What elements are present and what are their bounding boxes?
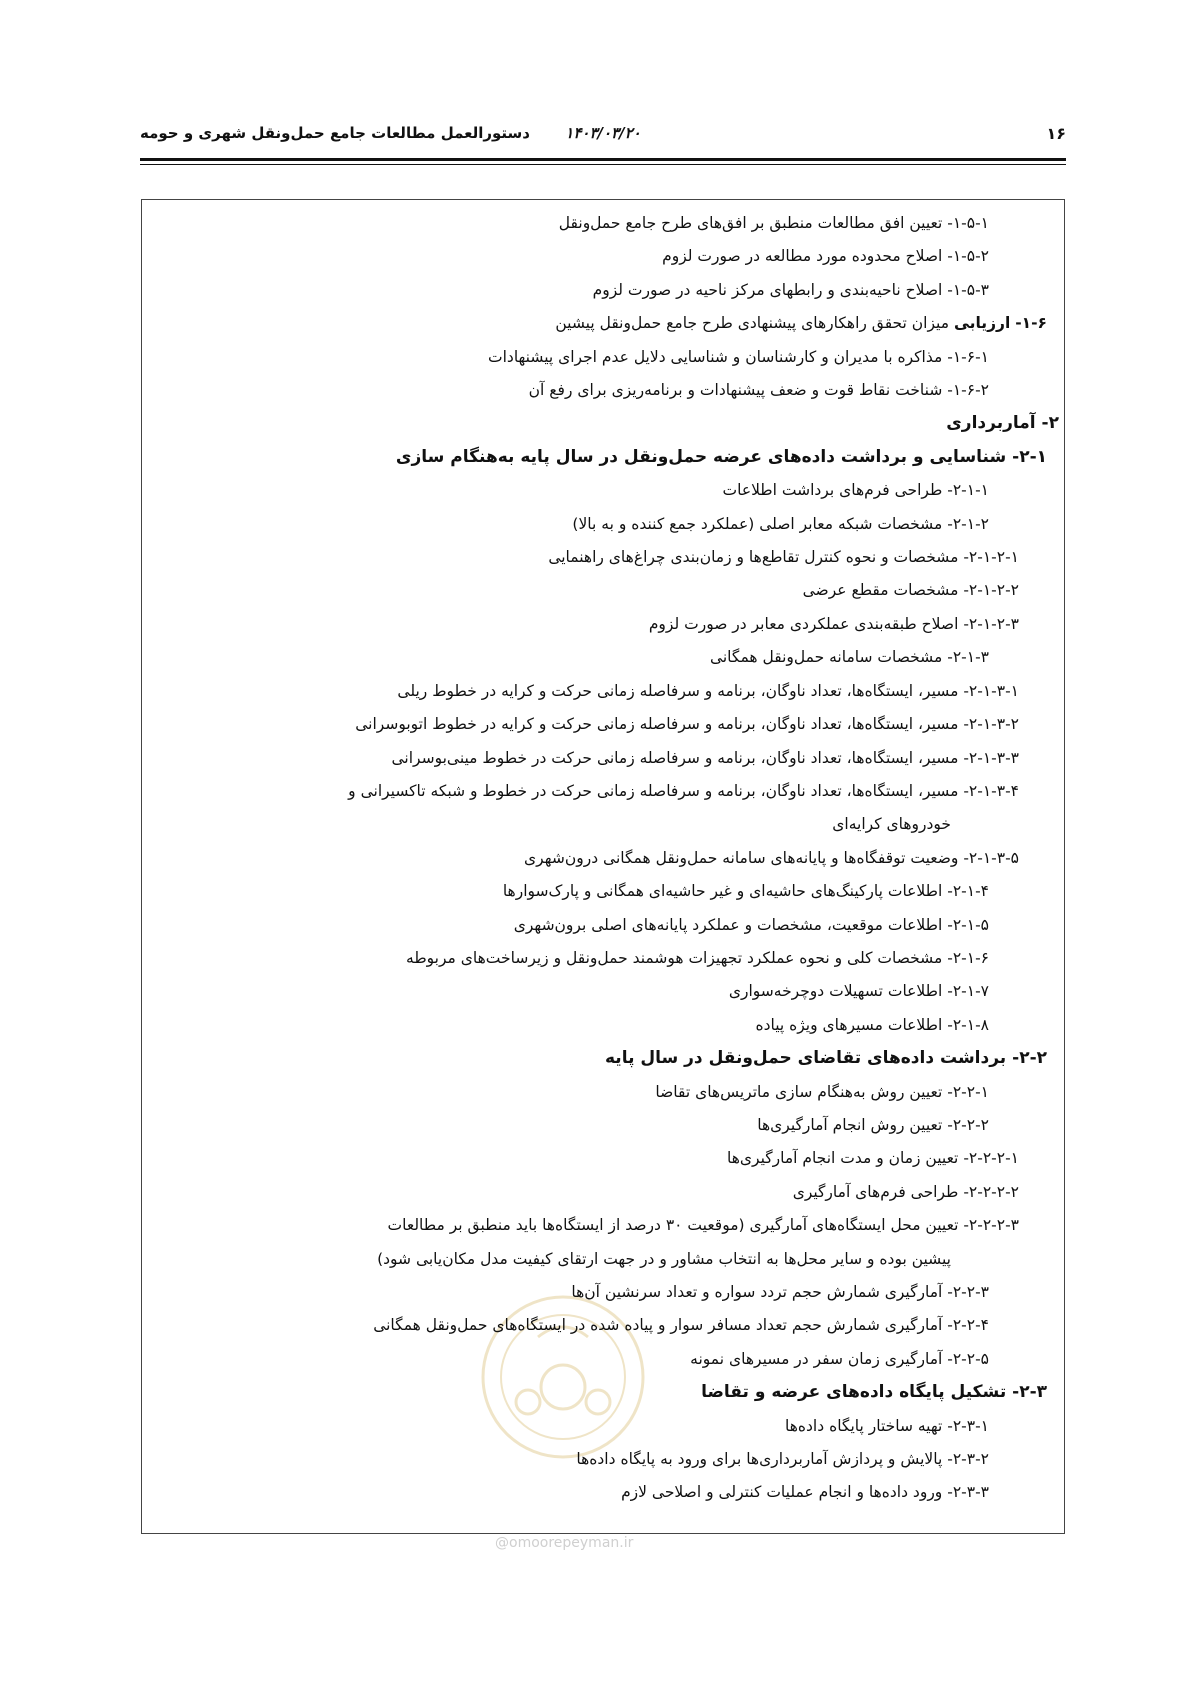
document-body bbox=[150, 207, 1059, 1510]
outline-item: ۲-۱-۲- مشخصات شبکه معابر اصلی (عملکرد جمع کننده و به بالا) bbox=[572, 514, 989, 533]
outline-item: ۱-۵-۲- اصلاح محدوده مورد مطالعه در صورت لزوم bbox=[662, 247, 989, 266]
outline-item: ۲-۲-۲- تعیین روش انجام آمارگیری‌ها bbox=[757, 1115, 989, 1134]
outline-item: ۲-۲-۲-۳- تعیین محل ایستگاه‌های آمارگیری (موقعیت ۳۰ درصد از ایستگاه‌ها باید منطبق بر مطالعات bbox=[387, 1216, 1019, 1235]
outline-item: ۲-۲-۲-۱- تعیین زمان و مدت انجام آمارگیری‌ها bbox=[726, 1149, 1019, 1168]
outline-item: ۲-۱-۴- اطلاعات پارکینگ‌های حاشیه‌ای و غیر حاشیه‌ای همگانی و پارک‌سوارها bbox=[502, 882, 989, 901]
outline-item: ۲-۳-۲- پالایش و پردازش آماربرداری‌ها برای ورود به پایگاه داده‌ها bbox=[576, 1450, 989, 1469]
outline-item: ۱-۶- ارزیابی میزان تحقق راهکارهای پیشنهادی طرح جامع حمل‌ونقل پیشین bbox=[555, 314, 1047, 333]
document-title: دستورالعمل مطالعات جامع حمل‌ونقل شهری و حومه bbox=[140, 124, 530, 142]
outline-item-continuation: پیشین بوده و سایر محل‌ها به انتخاب مشاور و در جهت ارتقای کیفیت مدل مکان‌یابی شود) bbox=[377, 1249, 951, 1268]
outline-item: ۱-۶-۲- شناخت نقاط قوت و ضعف پیشنهادات و برنامه‌ریزی برای رفع آن bbox=[528, 381, 989, 400]
outline-item: ۲-۱-۳-۴- مسیر، ایستگاه‌ها، تعداد ناوگان، برنامه و سرفاصله زمانی حرکت در خطوط و شبکه تاکسیرانی و bbox=[348, 781, 1019, 800]
outline-item: ۲-۱-۳-۲- مسیر، ایستگاه‌ها، تعداد ناوگان، برنامه و سرفاصله زمانی حرکت و کرایه در خطوط اتوبوسرانی bbox=[355, 715, 1019, 734]
outline-item: ۲-۱-۸- اطلاعات مسیرهای ویژه پیاده bbox=[755, 1015, 989, 1034]
outline-item: ۲-۱-۳-۵- وضعیت توقفگاه‌ها و پایانه‌های سامانه حمل‌ونقل همگانی درون‌شهری bbox=[524, 848, 1019, 867]
watermark-text: @omoorepeyman.ir bbox=[495, 1535, 634, 1551]
subsection-heading: ۲-۱- شناسایی و برداشت داده‌های عرضه حمل‌ونقل در سال پایه به‌هنگام سازی bbox=[395, 446, 1047, 467]
outline-item: ۲-۱-۵- اطلاعات موقعیت، مشخصات و عملکرد پایانه‌های اصلی برون‌شهری bbox=[513, 915, 989, 934]
outline-item: ۲-۱-۲-۱- مشخصات و نحوه کنترل تقاطع‌ها و زمان‌بندی چراغ‌های راهنمایی bbox=[548, 548, 1019, 567]
outline-item: ۲-۲-۴- آمارگیری شمارش حجم تعداد مسافر سوار و پیاده شده در ایستگاه‌های حمل‌ونقل همگانی bbox=[373, 1316, 989, 1335]
subsection-heading: ۲-۳- تشکیل پایگاه داده‌های عرضه و تقاضا bbox=[701, 1382, 1047, 1403]
outline-item: ۱-۵-۳- اصلاح ناحیه‌بندی و رابطهای مرکز ناحیه در صورت لزوم bbox=[592, 280, 989, 299]
outline-item: ۲-۳-۱- تهیه ساختار پایگاه داده‌ها bbox=[785, 1416, 989, 1435]
outline-item: ۲-۱-۳-۱- مسیر، ایستگاه‌ها، تعداد ناوگان، برنامه و سرفاصله زمانی حرکت و کرایه در خطوط ریلی bbox=[397, 681, 1019, 700]
outline-item: ۲-۳-۳- ورود داده‌ها و انجام عملیات کنترلی و اصلاحی لازم bbox=[621, 1483, 989, 1502]
document-date: ۱۴۰۳/۰۳/۲۰ bbox=[565, 124, 641, 142]
outline-item: ۲-۱-۲-۲- مشخصات مقطع عرضی bbox=[802, 581, 1019, 600]
outline-item: ۲-۱-۱- طراحی فرم‌های برداشت اطلاعات bbox=[722, 481, 989, 500]
outline-item: ۲-۱-۶- مشخصات کلی و نحوه عملکرد تجهیزات هوشمند حمل‌ونقل و زیرساخت‌های مربوطه bbox=[406, 948, 989, 967]
outline-item: ۲-۲-۵- آمارگیری زمان سفر در مسیرهای نمونه bbox=[690, 1349, 989, 1368]
page-number: ۱۶ bbox=[1046, 124, 1066, 143]
outline-item: ۲-۲-۳- آمارگیری شمارش حجم تردد سواره و تعداد سرنشین آن‌ها bbox=[571, 1283, 989, 1301]
outline-item: ۲-۱-۷- اطلاعات تسهیلات دوچرخه‌سواری bbox=[728, 982, 989, 1001]
outline-item: ۲-۱-۳-۳- مسیر، ایستگاه‌ها، تعداد ناوگان، برنامه و سرفاصله زمانی حرکت در خطوط مینی‌بوسرانی bbox=[391, 748, 1019, 767]
outline-item: ۱-۵-۱- تعیین افق مطالعات منطبق بر افق‌های طرح جامع حمل‌ونقل bbox=[558, 214, 989, 232]
subsection-heading: ۲-۲- برداشت داده‌های تقاضای حمل‌ونقل در سال پایه bbox=[605, 1048, 1047, 1069]
section-heading: ۲- آماربرداری bbox=[946, 413, 1059, 434]
outline-item: ۱-۶-۱- مذاکره با مدیران و کارشناسان و شناسایی دلایل عدم اجرای پیشنهادات bbox=[488, 347, 989, 366]
outline-item: ۲-۱-۲-۳- اصلاح طبقه‌بندی عملکردی معابر در صورت لزوم bbox=[648, 614, 1019, 633]
header-rule-thick bbox=[140, 158, 1066, 161]
outline-item-continuation: خودروهای کرایه‌ای bbox=[832, 815, 951, 834]
outline-item: ۲-۲-۱- تعیین روش به‌هنگام سازی ماتریس‌های تقاضا bbox=[655, 1082, 989, 1101]
header-rule-thin bbox=[140, 164, 1066, 165]
page-header bbox=[140, 124, 1066, 150]
outline-item: ۲-۲-۲-۲- طراحی فرم‌های آمارگیری bbox=[792, 1182, 1019, 1201]
outline-item: ۲-۱-۳- مشخصات سامانه حمل‌ونقل همگانی bbox=[709, 648, 989, 667]
